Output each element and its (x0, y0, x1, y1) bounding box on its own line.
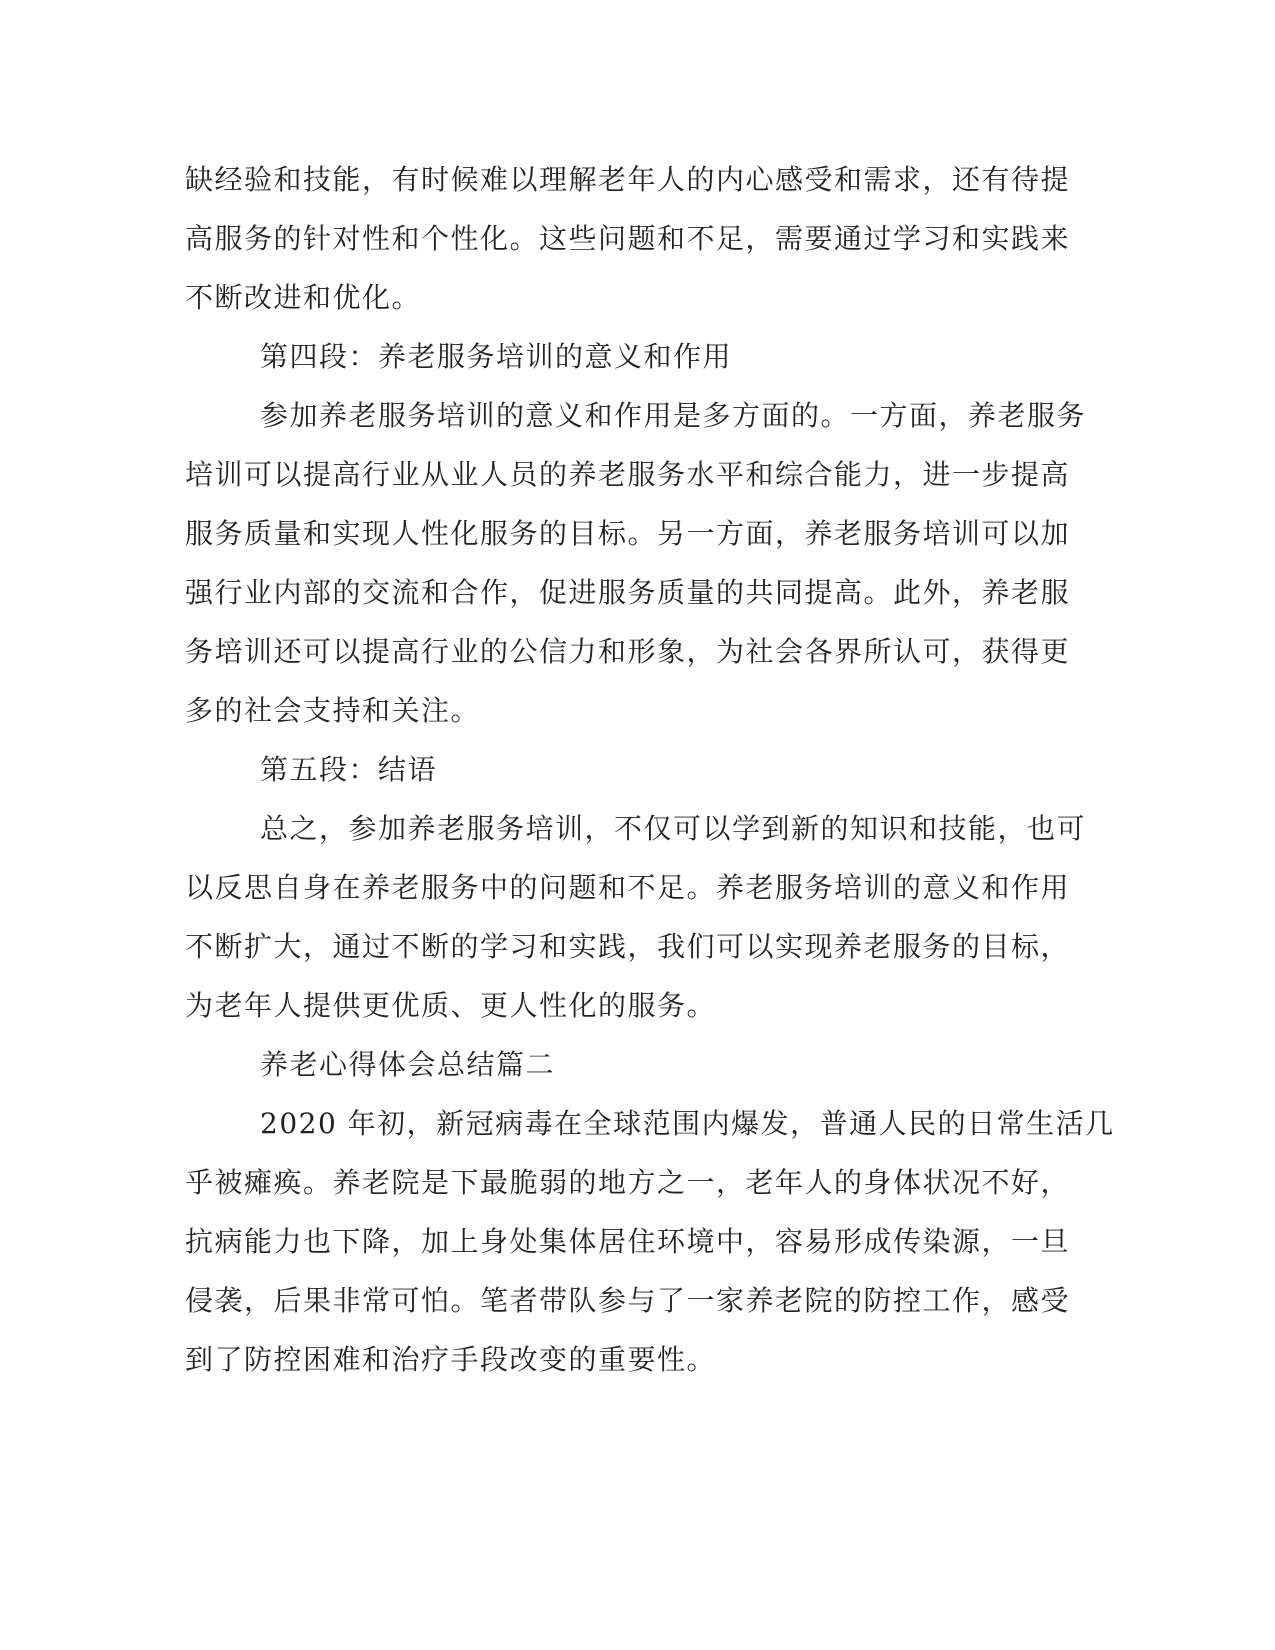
section-heading: 第四段：养老服务培训的意义和作用 (260, 340, 733, 373)
text-line: 多的社会支持和关注。 (185, 694, 481, 727)
text-line: 到了防控困难和治疗手段改变的重要性。 (185, 1343, 717, 1376)
text-line: 不断扩大，通过不断的学习和实践，我们可以实现养老服务的目标， (185, 930, 1071, 963)
text-line: 为老年人提供更优质、更人性化的服务。 (185, 989, 717, 1022)
text-line: 以反思自身在养老服务中的问题和不足。养老服务培训的意义和作用 (185, 871, 1071, 904)
text-line: 参加养老服务培训的意义和作用是多方面的。一方面，养老服务 (260, 399, 1087, 432)
text-line: 乎被瘫痪。养老院是下最脆弱的地方之一，老年人的身体状况不好， (185, 1166, 1071, 1199)
text-line: 抗病能力也下降，加上身处集体居住环境中，容易形成传染源，一旦 (185, 1225, 1071, 1258)
text-line: 缺经验和技能，有时候难以理解老年人的内心感受和需求，还有待提 (185, 163, 1071, 196)
section-heading: 第五段：结语 (260, 753, 438, 786)
text-line: 务培训还可以提高行业的公信力和形象，为社会各界所认可，获得更 (185, 635, 1071, 668)
text-line: 总之，参加养老服务培训，不仅可以学到新的知识和技能，也可 (260, 812, 1087, 845)
section-heading: 养老心得体会总结篇二 (260, 1048, 556, 1081)
text-line: 不断改进和优化。 (185, 281, 422, 314)
text-line: 侵袭，后果非常可怕。笔者带队参与了一家养老院的防控工作，感受 (185, 1284, 1071, 1317)
text-line: 培训可以提高行业从业人员的养老服务水平和综合能力，进一步提高 (185, 458, 1071, 491)
text-line: 强行业内部的交流和合作，促进服务质量的共同提高。此外，养老服 (185, 576, 1071, 609)
text-line: 高服务的针对性和个性化。这些问题和不足，需要通过学习和实践来 (185, 222, 1071, 255)
text-line: 服务质量和实现人性化服务的目标。另一方面，养老服务培训可以加 (185, 517, 1071, 550)
text-line: 2020 年初，新冠病毒在全球范围内爆发，普通人民的日常生活几 (260, 1107, 1115, 1140)
